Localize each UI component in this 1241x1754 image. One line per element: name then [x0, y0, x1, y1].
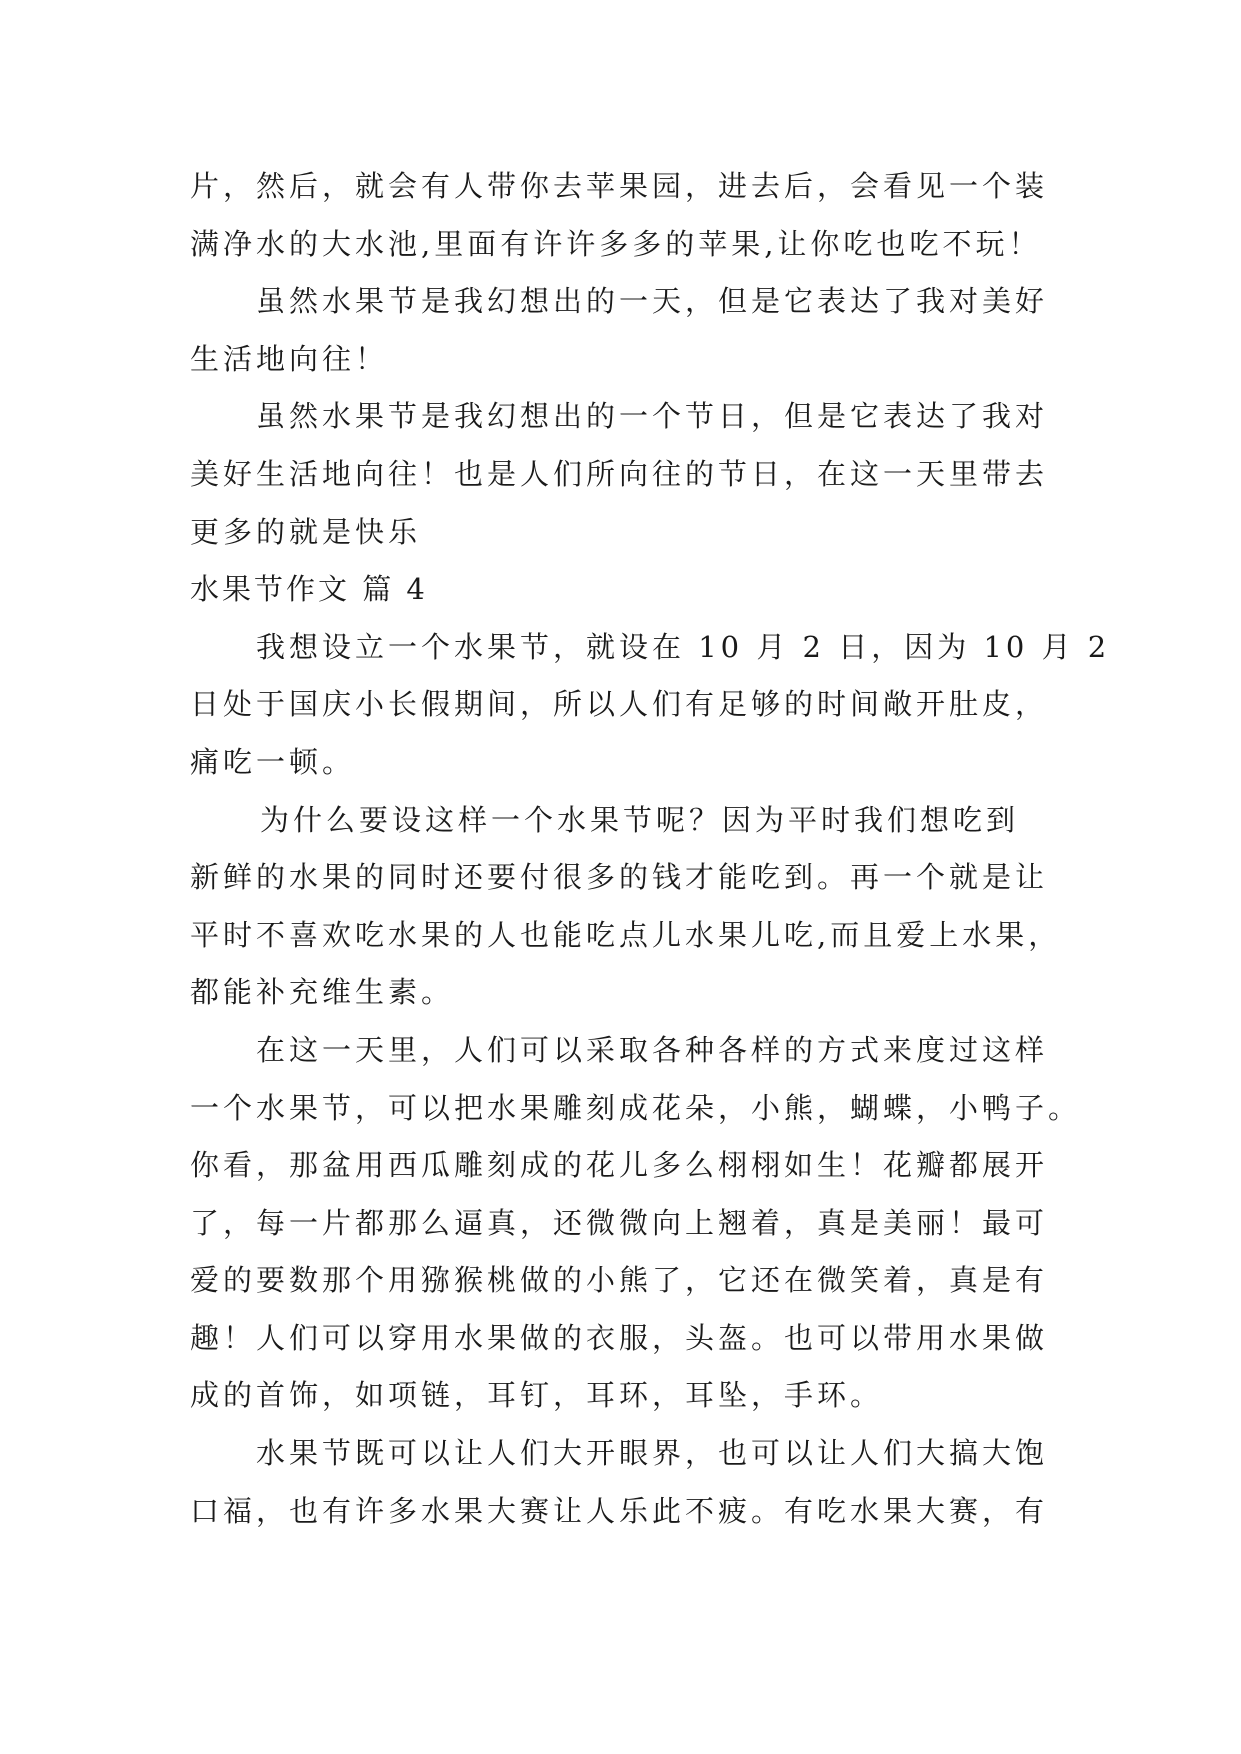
text-line: 美好生活地向往！也是人们所向往的节日，在这一天里带去	[190, 456, 1049, 491]
text-line: 片，然后，就会有人带你去苹果园，进去后，会看见一个装	[190, 169, 1049, 203]
paragraph-start-line: 水果节既可以让人们大开眼界，也可以让人们大搞大饱	[256, 1436, 1049, 1471]
text-line: 更多的就是快乐	[190, 514, 422, 549]
paragraph-start-line: 在这一天里，人们可以采取各种各样的方式来度过这样	[256, 1032, 1049, 1067]
text-line: 痛吃一顿。	[190, 744, 356, 779]
text-line: 都能补充维生素。	[190, 975, 455, 1010]
section-heading: 水果节作文 篇 4	[190, 572, 428, 607]
text-line: 一个水果节，可以把水果雕刻成花朵，小熊，蝴蝶，小鸭子。	[190, 1090, 1082, 1125]
text-line: 满净水的大水池,里面有许许多多的苹果,让你吃也吃不玩！	[190, 226, 1042, 261]
text-line: 新鲜的水果的同时还要付很多的钱才能吃到。再一个就是让	[190, 860, 1049, 895]
text-line: 趣！人们可以穿用水果做的衣服，头盔。也可以带用水果做	[190, 1320, 1049, 1355]
text-line: 你看，那盆用西瓜雕刻成的花儿多么栩栩如生！花瓣都展开	[190, 1148, 1049, 1183]
text-line: 爱的要数那个用猕猴桃做的小熊了，它还在微笑着，真是有	[190, 1263, 1049, 1298]
text-line: 平时不喜欢吃水果的人也能吃点儿水果儿吃,而且爱上水果，	[190, 917, 1062, 952]
text-line: 成的首饰，如项链，耳钉，耳环，耳坠，手环。	[190, 1378, 884, 1413]
text-line: 了，每一片都那么逼真，还微微向上翘着，真是美丽！最可	[190, 1205, 1049, 1240]
paragraph-start-line: 虽然水果节是我幻想出的一个节日，但是它表达了我对	[256, 399, 1049, 434]
paragraph-start-line: 虽然水果节是我幻想出的一天，但是它表达了我对美好	[256, 284, 1049, 319]
essay-text	[190, 158, 1111, 1540]
paragraph-start-line: 为什么要设这样一个水果节呢？因为平时我们想吃到	[260, 802, 1020, 837]
text-line: 口福，也有许多水果大赛让人乐此不疲。有吃水果大赛，有	[190, 1493, 1049, 1528]
paragraph-start-line: 我想设立一个水果节，就设在 10 月 2 日，因为 10 月 2	[256, 629, 1111, 664]
text-line: 生活地向往！	[190, 341, 389, 376]
text-line: 日处于国庆小长假期间，所以人们有足够的时间敞开肚皮，	[190, 687, 1049, 722]
